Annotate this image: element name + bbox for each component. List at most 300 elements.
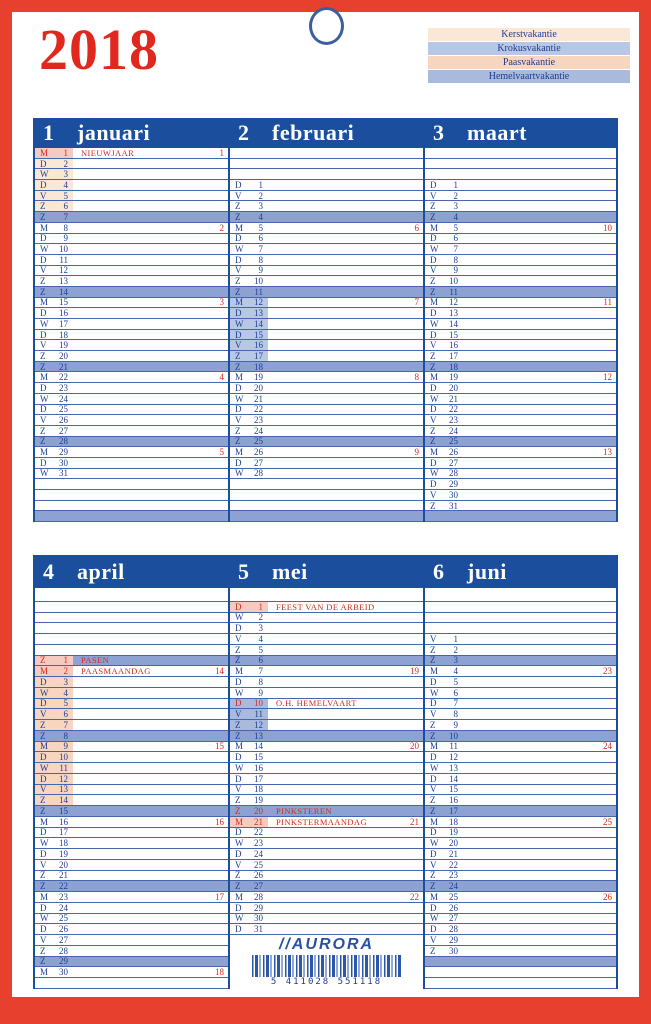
day-number: 25: [59, 913, 68, 924]
day-row: [230, 742, 423, 753]
day-row: [35, 276, 228, 287]
day-number: 20: [254, 382, 263, 393]
day-number: 30: [59, 967, 68, 978]
day-cell: [35, 180, 73, 190]
day-row: [35, 255, 228, 266]
month-number: 3: [433, 120, 444, 145]
day-number: 14: [254, 318, 263, 329]
day-number: 6: [258, 233, 263, 244]
day-cell: [425, 308, 463, 318]
day-letter: D: [235, 698, 242, 709]
day-letter: Z: [430, 795, 436, 806]
day-number: 8: [453, 709, 458, 720]
day-letter: D: [235, 233, 242, 244]
barcode-number: 5 411028 551118: [270, 977, 383, 987]
day-cell: [230, 212, 268, 222]
day-row: [230, 613, 423, 624]
day-number: 6: [453, 687, 458, 698]
day-letter: W: [40, 762, 49, 773]
day-cell: [35, 871, 73, 881]
day-number: 12: [254, 719, 263, 730]
day-number: 8: [63, 222, 68, 233]
week-number: 13: [603, 447, 612, 458]
vacation-legend: [428, 28, 630, 84]
day-cell: [425, 742, 463, 752]
day-cell: [230, 201, 268, 211]
day-letter: D: [235, 382, 242, 393]
day-cell: [35, 319, 73, 329]
day-number: 15: [254, 752, 263, 763]
month-april: [33, 555, 228, 989]
day-number: 20: [59, 859, 68, 870]
day-row: [425, 967, 616, 978]
day-letter: W: [40, 838, 49, 849]
day-cell: [230, 266, 268, 276]
day-letter: D: [430, 479, 437, 490]
day-number: 13: [59, 276, 68, 287]
day-cell: [425, 709, 463, 719]
day-letter: Z: [430, 350, 436, 361]
day-row: [230, 159, 423, 170]
day-cell: [230, 924, 268, 934]
day-cell: [230, 351, 268, 361]
day-cell: [35, 159, 73, 169]
day-row: [35, 688, 228, 699]
day-letter: Z: [40, 956, 46, 967]
day-row: [230, 871, 423, 882]
day-number: 25: [449, 436, 458, 447]
day-row: [230, 201, 423, 212]
day-letter: W: [40, 393, 49, 404]
month-header: [230, 555, 423, 588]
day-letter: V: [430, 859, 437, 870]
day-row: [35, 458, 228, 469]
day-row: [425, 656, 616, 667]
day-row: [425, 828, 616, 839]
day-letter: Z: [430, 881, 436, 892]
day-letter: D: [40, 698, 47, 709]
day-row: [425, 394, 616, 405]
day-cell: [425, 319, 463, 329]
day-cell: [425, 437, 463, 447]
day-number: 4: [63, 179, 68, 190]
day-number: 30: [449, 489, 458, 500]
day-row: [425, 860, 616, 871]
month-januari: [33, 118, 228, 522]
day-number: 18: [449, 361, 458, 372]
day-row: [230, 437, 423, 448]
day-number: 10: [59, 244, 68, 255]
day-cell: [35, 394, 73, 404]
day-number: 20: [449, 382, 458, 393]
week-number: 25: [603, 816, 612, 827]
day-letter: Z: [430, 644, 436, 655]
day-cell: [230, 244, 268, 254]
day-cell: [425, 731, 463, 741]
week-number: 14: [215, 666, 224, 677]
day-row: [425, 234, 616, 245]
day-cell: [230, 223, 268, 233]
day-number: 16: [59, 308, 68, 319]
day-row: [425, 458, 616, 469]
day-letter: W: [40, 468, 49, 479]
barcode: [252, 955, 402, 977]
day-row: [35, 415, 228, 426]
day-cell: [425, 223, 463, 233]
day-row: [230, 795, 423, 806]
day-row: [230, 634, 423, 645]
day-row: [35, 191, 228, 202]
day-number: 22: [59, 372, 68, 383]
day-row: [35, 180, 228, 191]
day-letter: Z: [430, 211, 436, 222]
day-cell: [35, 426, 73, 436]
day-cell: [425, 362, 463, 372]
month-februari: [228, 118, 423, 522]
month-name: april: [77, 558, 125, 584]
day-letter: Z: [235, 286, 241, 297]
day-row: [35, 469, 228, 480]
day-number: 18: [254, 784, 263, 795]
day-row: [425, 881, 616, 892]
day-number: 19: [449, 827, 458, 838]
day-row: [35, 223, 228, 234]
day-row: [425, 591, 616, 602]
day-cell: [230, 458, 268, 468]
day-number: 3: [258, 623, 263, 634]
day-number: 16: [254, 340, 263, 351]
day-row: [35, 774, 228, 785]
day-number: 13: [449, 308, 458, 319]
day-row: [230, 623, 423, 634]
day-number: 9: [63, 233, 68, 244]
brand-area: [230, 935, 423, 988]
day-row: [425, 957, 616, 968]
day-cell: [425, 180, 463, 190]
day-row: [230, 180, 423, 191]
day-row: [425, 223, 616, 234]
day-letter: V: [40, 340, 47, 351]
day-number: 11: [59, 762, 68, 773]
day-letter: M: [430, 666, 439, 677]
day-row: [230, 169, 423, 180]
day-cell: [230, 849, 268, 859]
day-row: [230, 688, 423, 699]
month-name: maart: [467, 120, 527, 145]
day-number: 11: [59, 254, 68, 265]
day-cell: [35, 234, 73, 244]
day-row: [35, 287, 228, 298]
day-cell: [230, 415, 268, 425]
day-row: [230, 903, 423, 914]
day-letter: M: [40, 297, 49, 308]
day-row: [425, 383, 616, 394]
day-letter: M: [430, 372, 439, 383]
day-row: [425, 914, 616, 925]
day-number: 4: [453, 666, 458, 677]
day-cell: [230, 795, 268, 805]
day-row: [230, 892, 423, 903]
week-number: 24: [603, 741, 612, 752]
day-number: 2: [63, 158, 68, 169]
day-row: [230, 914, 423, 925]
calendar-sheet: [12, 12, 639, 997]
day-number: 10: [449, 730, 458, 741]
day-number: 2: [453, 190, 458, 201]
holiday-label: PAASMAANDAG: [81, 666, 151, 677]
month-name: juni: [467, 558, 507, 584]
day-letter: M: [40, 816, 49, 827]
day-row: [425, 159, 616, 170]
day-cell: [35, 806, 73, 816]
day-letter: D: [235, 773, 242, 784]
day-row: [425, 319, 616, 330]
day-letter: D: [430, 382, 437, 393]
day-cell: [425, 688, 463, 698]
day-letter: W: [40, 244, 49, 255]
day-cell: [35, 720, 73, 730]
day-cell: [230, 180, 268, 190]
day-cell: [35, 914, 73, 924]
day-number: 6: [258, 655, 263, 666]
day-letter: D: [430, 848, 437, 859]
day-row: [35, 967, 228, 978]
day-cell: [425, 849, 463, 859]
day-number: 19: [449, 372, 458, 383]
day-letter: V: [235, 415, 242, 426]
day-cell: [35, 967, 73, 977]
day-number: 8: [63, 730, 68, 741]
day-number: 25: [254, 436, 263, 447]
day-letter: D: [40, 329, 47, 340]
day-row: [425, 688, 616, 699]
day-letter: Z: [430, 719, 436, 730]
day-letter: V: [40, 190, 47, 201]
day-letter: M: [430, 222, 439, 233]
day-letter: Z: [235, 644, 241, 655]
day-cell: [230, 774, 268, 784]
month-number: 1: [43, 120, 54, 145]
day-row: [35, 426, 228, 437]
day-row: [35, 666, 228, 677]
day-letter: W: [40, 169, 49, 180]
day-cell: [230, 634, 268, 644]
day-row: [35, 838, 228, 849]
day-number: 19: [254, 795, 263, 806]
day-number: 26: [449, 902, 458, 913]
month-number: 6: [433, 558, 444, 584]
day-number: 9: [258, 687, 263, 698]
day-number: 19: [254, 372, 263, 383]
day-row: [35, 946, 228, 957]
punch-hole: [309, 7, 344, 45]
day-letter: M: [40, 741, 49, 752]
day-cell: [425, 860, 463, 870]
day-letter: D: [430, 404, 437, 415]
day-row: [425, 469, 616, 480]
day-number: 23: [254, 838, 263, 849]
legend-item-paas: Paasvakantie: [428, 56, 630, 69]
day-row: [425, 255, 616, 266]
day-cell: [230, 806, 268, 816]
day-letter: V: [235, 265, 242, 276]
day-row: [230, 148, 423, 159]
day-number: 16: [254, 762, 263, 773]
day-letter: D: [235, 179, 242, 190]
day-row: [230, 266, 423, 277]
day-letter: Z: [235, 350, 241, 361]
month-number: 4: [43, 558, 54, 584]
day-row: [230, 656, 423, 667]
day-row: [425, 351, 616, 362]
day-letter: M: [430, 816, 439, 827]
day-row: [35, 383, 228, 394]
day-row: [425, 437, 616, 448]
day-number: 30: [254, 913, 263, 924]
day-cell: [35, 405, 73, 415]
day-number: 14: [254, 741, 263, 752]
day-cell: [425, 817, 463, 827]
day-number: 7: [453, 698, 458, 709]
day-number: 19: [59, 340, 68, 351]
day-cell: [230, 394, 268, 404]
day-cell: [35, 169, 73, 179]
day-row: [425, 298, 616, 309]
day-letter: M: [40, 222, 49, 233]
day-number: 23: [59, 891, 68, 902]
day-row: [425, 201, 616, 212]
day-number: 22: [254, 404, 263, 415]
day-number: 15: [449, 784, 458, 795]
week-number: 7: [414, 297, 419, 308]
day-cell: [230, 742, 268, 752]
day-letter: M: [40, 967, 49, 978]
day-row: [425, 426, 616, 437]
day-row: [35, 405, 228, 416]
day-cell: [425, 752, 463, 762]
day-row: [425, 287, 616, 298]
day-row: [230, 720, 423, 731]
day-letter: Z: [235, 201, 241, 212]
day-cell: [425, 763, 463, 773]
day-letter: W: [430, 244, 439, 255]
day-row: [230, 785, 423, 796]
day-letter: Z: [430, 201, 436, 212]
day-number: 3: [63, 169, 68, 180]
day-row: [35, 511, 228, 522]
day-cell: [425, 426, 463, 436]
day-letter: D: [430, 752, 437, 763]
day-row: [35, 340, 228, 351]
day-cell: [35, 201, 73, 211]
day-row: [425, 602, 616, 613]
holiday-label: FEEST VAN DE ARBEID: [276, 601, 375, 612]
day-number: 29: [449, 934, 458, 945]
month-header: [425, 555, 616, 588]
day-cell: [35, 752, 73, 762]
day-cell: [425, 276, 463, 286]
day-letter: Z: [235, 881, 241, 892]
day-cell: [230, 731, 268, 741]
day-cell: [35, 244, 73, 254]
day-row: [35, 828, 228, 839]
day-row: [35, 752, 228, 763]
day-number: 22: [449, 404, 458, 415]
week-number: 6: [414, 222, 419, 233]
day-number: 8: [258, 254, 263, 265]
day-row: [35, 201, 228, 212]
day-row: [425, 308, 616, 319]
day-cell: [425, 924, 463, 934]
day-number: 16: [449, 795, 458, 806]
day-cell: [230, 914, 268, 924]
day-letter: Z: [235, 425, 241, 436]
day-row: [425, 148, 616, 159]
day-letter: D: [235, 924, 242, 935]
day-number: 18: [59, 838, 68, 849]
day-number: 22: [449, 859, 458, 870]
day-row: [35, 479, 228, 490]
day-row: [35, 924, 228, 935]
day-cell: [35, 795, 73, 805]
day-cell: [230, 892, 268, 902]
day-cell: [230, 276, 268, 286]
day-row: [230, 234, 423, 245]
day-row: [230, 699, 423, 710]
day-number: 6: [63, 201, 68, 212]
day-letter: Z: [235, 211, 241, 222]
day-row: [425, 266, 616, 277]
day-row: [35, 903, 228, 914]
day-cell: [230, 785, 268, 795]
day-letter: W: [235, 393, 244, 404]
month-header: [35, 118, 228, 148]
year-title: 2018: [39, 17, 159, 82]
day-letter: D: [235, 254, 242, 265]
day-letter: Z: [430, 730, 436, 741]
day-row: [425, 752, 616, 763]
day-number: 2: [258, 612, 263, 623]
day-row: [230, 511, 423, 522]
day-number: 18: [449, 816, 458, 827]
day-letter: V: [235, 340, 242, 351]
day-row: [35, 935, 228, 946]
day-cell: [230, 255, 268, 265]
day-cell: [35, 340, 73, 350]
day-number: 22: [254, 827, 263, 838]
day-cell: [230, 656, 268, 666]
day-number: 28: [254, 468, 263, 479]
day-letter: V: [40, 265, 47, 276]
day-row: [230, 362, 423, 373]
day-number: 7: [453, 244, 458, 255]
day-cell: [425, 469, 463, 479]
day-cell: [230, 623, 268, 633]
day-cell: [35, 688, 73, 698]
day-row: [230, 849, 423, 860]
day-number: 20: [59, 350, 68, 361]
day-row: [35, 806, 228, 817]
week-number: 20: [410, 741, 419, 752]
day-cell: [230, 666, 268, 676]
day-row: [230, 319, 423, 330]
day-number: 12: [449, 752, 458, 763]
day-number: 6: [453, 233, 458, 244]
day-letter: D: [430, 254, 437, 265]
day-row: [230, 501, 423, 512]
day-cell: [425, 914, 463, 924]
day-row: [425, 276, 616, 287]
